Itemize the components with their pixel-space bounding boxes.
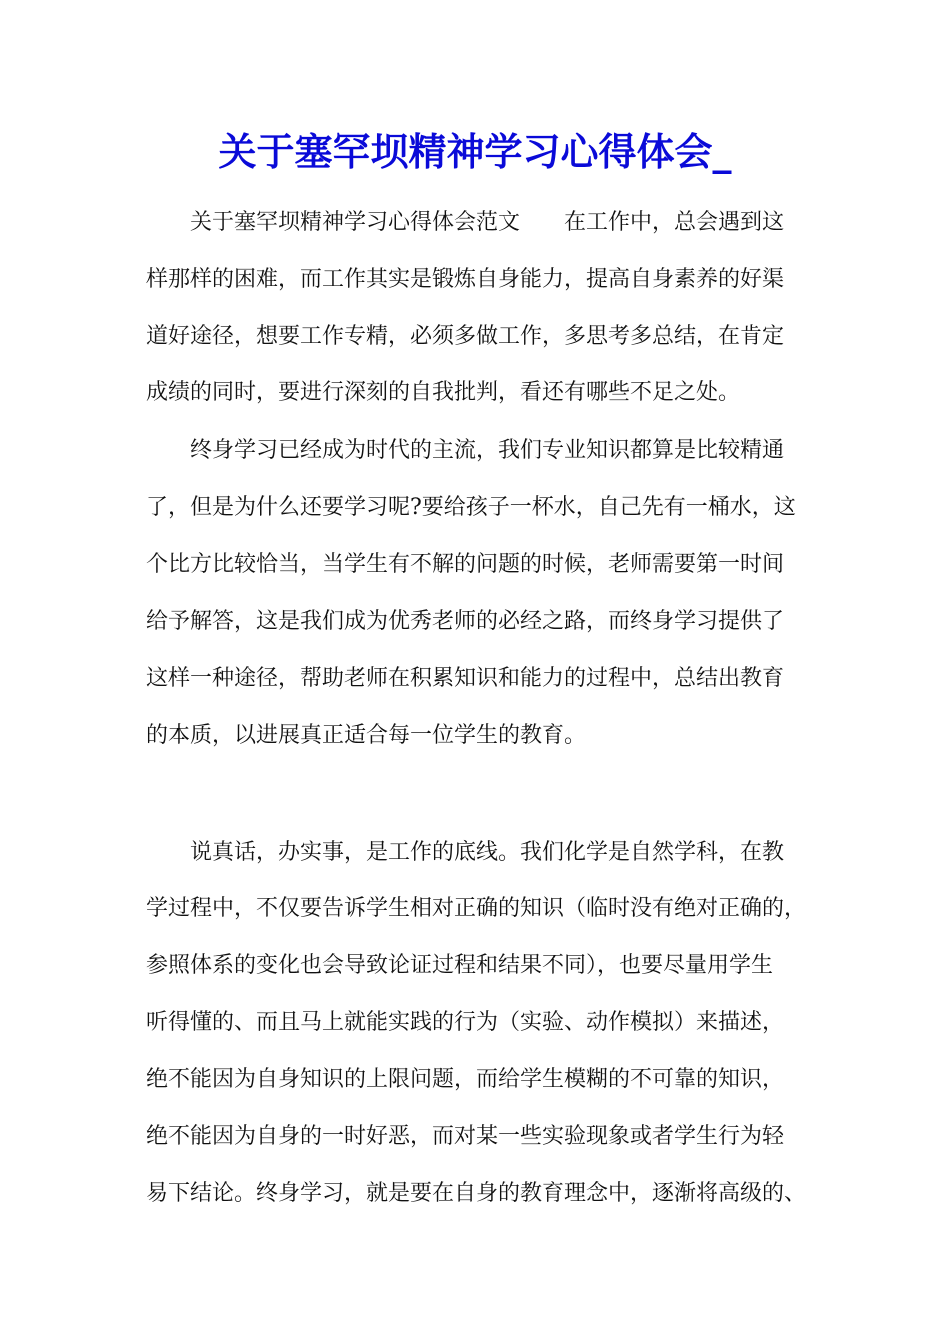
paragraph-2-line-2: 了，但是为什么还要学习呢?要给孩子一杯水，自己先有一桶水，这 xyxy=(146,495,796,520)
paragraph-2-line-1: 终身学习已经成为时代的主流，我们专业知识都算是比较精通 xyxy=(190,438,785,463)
paragraph-1-line-3: 道好途径，想要工作专精，必须多做工作，多思考多总结，在肯定 xyxy=(146,324,785,349)
paragraph-3-line-2: 学过程中，不仅要告诉学生相对正确的知识（临时没有绝对正确的， xyxy=(146,896,807,921)
paragraph-1-line-4: 成绩的同时，要进行深刻的自我批判，看还有哪些不足之处。 xyxy=(146,380,741,405)
paragraph-1-line-2: 样那样的困难，而工作其实是锻炼自身能力，提高自身素养的好渠 xyxy=(146,267,785,292)
paragraph-3-line-4: 听得懂的、而且马上就能实践的行为（实验、动作模拟）来描述， xyxy=(146,1010,785,1035)
paragraph-1-line-1: 关于塞罕坝精神学习心得体会范文 在工作中，总会遇到这 xyxy=(190,210,785,235)
document-title: 关于塞罕坝精神学习心得体会_ xyxy=(218,129,732,174)
paragraph-3-line-6: 绝不能因为自身的一时好恶，而对某一些实验现象或者学生行为轻 xyxy=(146,1124,785,1149)
paragraph-3-line-1: 说真话，办实事，是工作的底线。我们化学是自然学科，在教 xyxy=(190,840,785,865)
paragraph-2-line-4: 给予解答，这是我们成为优秀老师的必经之路，而终身学习提供了 xyxy=(146,609,785,634)
paragraph-2-line-5: 这样一种途径，帮助老师在积累知识和能力的过程中，总结出教育 xyxy=(146,666,785,691)
paragraph-3-line-5: 绝不能因为自身知识的上限问题，而给学生模糊的不可靠的知识， xyxy=(146,1067,785,1092)
paragraph-3-line-7: 易下结论。终身学习，就是要在自身的教育理念中，逐渐将高级的、 xyxy=(146,1181,807,1206)
paragraph-3-line-3: 参照体系的变化也会导致论证过程和结果不同），也要尽量用学生 xyxy=(146,953,774,978)
paragraph-2-line-3: 个比方比较恰当，当学生有不解的问题的时候，老师需要第一时间 xyxy=(146,552,785,577)
paragraph-2-line-6: 的本质，以进展真正适合每一位学生的教育。 xyxy=(146,723,587,748)
